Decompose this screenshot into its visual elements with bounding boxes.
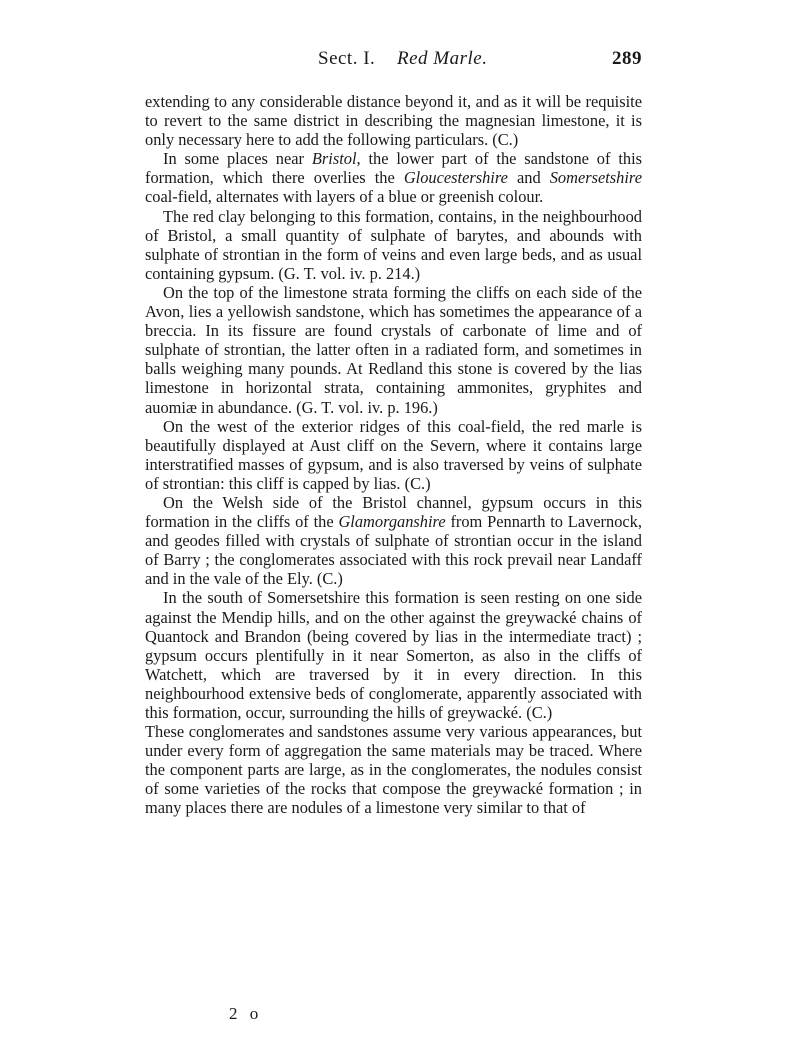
running-title: Red Marle.: [397, 48, 488, 69]
text-run: On the Welsh side of the Bristol channel, gypsum occurs in this formation in the cliffs of the: [145, 492, 642, 532]
signature-mark: 2 o: [229, 1004, 263, 1023]
text-run: from Pennarth to Lavernock, and geodes filled with crystals of sulphate of strontian occur in the island of Barry ; the conglomerates associated with this rock prevail near Landaff and in the vale of the Ely. (C.): [145, 512, 642, 589]
italic-text: Glamorganshire: [338, 512, 446, 532]
paragraph: [145, 283, 642, 417]
paragraph: [145, 588, 642, 722]
section-number: Sect. I.: [318, 48, 376, 69]
text-run: The red clay belonging to this formation, contains, in the neighbourhood of Bristol, a small quantity of sulphate of barytes, and abounds with sulphate of strontian in the form of veins and even large beds, and as usual containing gypsum. (G. T. vol. iv. p. 214.): [145, 206, 642, 283]
paragraph: [145, 493, 642, 588]
body-text: [145, 92, 642, 818]
italic-text: Somersetshire: [549, 168, 642, 188]
text-run: , the lower part of the sandstone of this formation, which there overlies the: [145, 149, 642, 188]
text-run: On the west of the exterior ridges of this coal-field, the red marle is beautifully displayed at Aust cliff on the Severn, where it contains large interstratified masses of gypsum, and is also traversed by veins of sulphate of strontian: this cliff is capped by lias. (C.): [145, 416, 642, 493]
paragraph: [145, 149, 642, 206]
italic-text: Bristol: [311, 149, 357, 169]
paragraph: [145, 417, 642, 493]
italic-text: Gloucestershire: [403, 168, 508, 188]
paragraph: [145, 92, 642, 149]
paragraph: [145, 722, 642, 817]
paragraph: [145, 207, 642, 283]
text-run: These conglomerates and sandstones assume very various appearances, but under every form of aggregation the same materials may be traced. Where the component parts are large, as in the conglomerates, the nodules consist of some varieties of the rocks that compose the greywacké formation ; in many places there are nodules of a limestone very similar to that of: [145, 722, 642, 818]
text-run: In some places near: [163, 149, 312, 169]
text-run: and: [507, 168, 550, 188]
book-page: [145, 48, 642, 818]
text-run: On the top of the limestone strata forming the cliffs on each side of the Avon, lies a yellowish sandstone, which has sometimes the appearance of a breccia. In its fissure are found crystals of carbonate of lime and of sulphate of strontian, the latter often in a radiated form, and sometimes in balls weighing many pounds. At Redland this stone is covered by the lias limestone in horizontal strata, containing ammonites, gryphites and auomiæ in abundance. (G. T. vol. iv. p. 196.): [145, 282, 642, 417]
page-number: 289: [612, 48, 642, 69]
text-run: In the south of Somersetshire this formation is seen resting on one side against the Mendip hills, and on the other against the greywacké chains of Quantock and Brandon (being covered by lias in the intermediate tract) ; gypsum occurs plentifully in it near Somerton, as also in the cliffs of Watchett, which are traversed by it in every direction. In this neighbourhood extensive beds of conglomerate, apparently associated with this formation, occur, surrounding the hills of greywacké. (C.): [145, 588, 642, 722]
running-head: [145, 48, 642, 78]
text-run: extending to any considerable distance beyond it, and as it will be requisite to revert to the same district in describing the magnesian limestone, it is only necessary here to add the following particulars. (C.): [145, 92, 642, 150]
text-run: coal-field, alternates with layers of a blue or greenish colour.: [145, 187, 544, 207]
